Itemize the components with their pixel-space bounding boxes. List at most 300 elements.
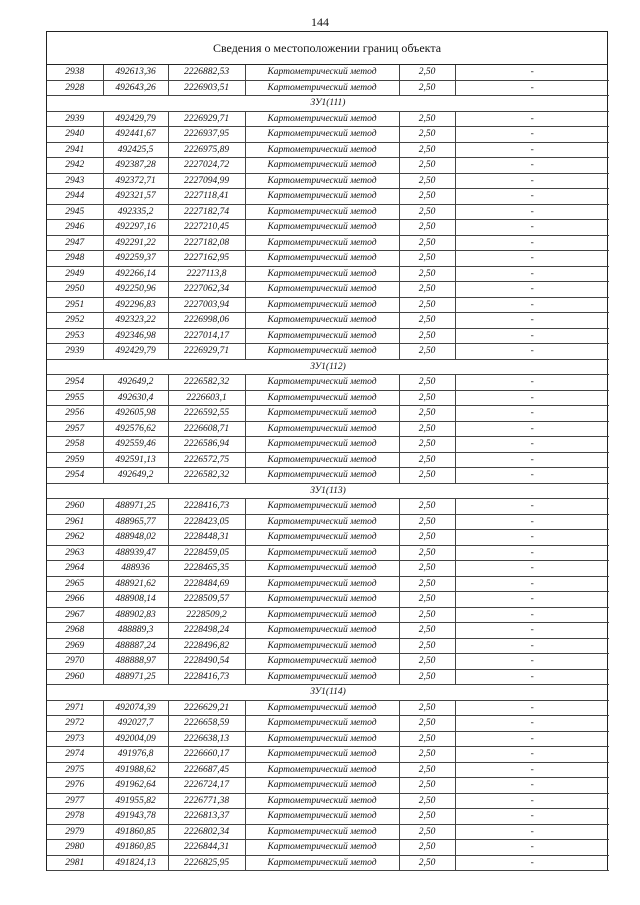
y-coordinate-cell: 2227162,95: [168, 251, 245, 267]
description-cell: -: [455, 623, 609, 639]
table-row: [47, 65, 609, 80]
x-coordinate-cell: 491860,85: [103, 840, 168, 856]
description-cell: -: [455, 282, 609, 298]
y-coordinate-cell: 2227113,8: [168, 266, 245, 282]
table-row: [47, 204, 609, 220]
point-number-cell: 2969: [47, 638, 103, 654]
description-cell: -: [455, 65, 609, 80]
description-cell: -: [455, 421, 609, 437]
point-number-cell: 2943: [47, 173, 103, 189]
y-coordinate-cell: 2226586,94: [168, 437, 245, 453]
description-cell: -: [455, 142, 609, 158]
method-cell: Картометрический метод: [245, 452, 399, 468]
y-coordinate-cell: 2226572,75: [168, 452, 245, 468]
point-number-cell: 2953: [47, 328, 103, 344]
method-cell: Картометрический метод: [245, 111, 399, 127]
description-cell: -: [455, 390, 609, 406]
y-coordinate-cell: 2227182,08: [168, 235, 245, 251]
table-row: [47, 406, 609, 422]
method-cell: Картометрический метод: [245, 793, 399, 809]
description-cell: -: [455, 406, 609, 422]
method-cell: Картометрический метод: [245, 700, 399, 716]
table-row: [47, 189, 609, 205]
x-coordinate-cell: 492266,14: [103, 266, 168, 282]
table-row: [47, 127, 609, 143]
x-coordinate-cell: 488965,77: [103, 514, 168, 530]
point-number-cell: 2952: [47, 313, 103, 329]
method-cell: Картометрический метод: [245, 654, 399, 670]
point-number-cell: 2963: [47, 545, 103, 561]
y-coordinate-cell: 2228496,82: [168, 638, 245, 654]
y-coordinate-cell: 2226687,45: [168, 762, 245, 778]
point-number-cell: 2980: [47, 840, 103, 856]
point-number-cell: 2960: [47, 669, 103, 685]
point-number-cell: 2972: [47, 716, 103, 732]
table-row: [47, 530, 609, 546]
y-coordinate-cell: 2226929,71: [168, 344, 245, 360]
table-row: [47, 452, 609, 468]
description-cell: -: [455, 111, 609, 127]
page-number: 144: [311, 15, 329, 29]
x-coordinate-cell: 491955,82: [103, 793, 168, 809]
table-row: [47, 111, 609, 127]
point-number-cell: 2942: [47, 158, 103, 174]
point-number-cell: 2949: [47, 266, 103, 282]
point-number-cell: 2938: [47, 65, 103, 80]
description-cell: -: [455, 731, 609, 747]
table-title: Сведения о местоположении границ объекта: [47, 32, 607, 65]
table-row: [47, 328, 609, 344]
y-coordinate-cell: 2226771,38: [168, 793, 245, 809]
y-coordinate-cell: 2228416,73: [168, 669, 245, 685]
accuracy-cell: 2,50: [399, 158, 455, 174]
method-cell: Картометрический метод: [245, 421, 399, 437]
table-row: [47, 514, 609, 530]
accuracy-cell: 2,50: [399, 65, 455, 80]
method-cell: Картометрический метод: [245, 65, 399, 80]
point-number-cell: 2954: [47, 468, 103, 484]
x-coordinate-cell: 488902,83: [103, 607, 168, 623]
y-coordinate-cell: 2226608,71: [168, 421, 245, 437]
group-header-row: [47, 685, 609, 701]
description-cell: -: [455, 375, 609, 391]
accuracy-cell: 2,50: [399, 142, 455, 158]
method-cell: Картометрический метод: [245, 530, 399, 546]
accuracy-cell: 2,50: [399, 204, 455, 220]
accuracy-cell: 2,50: [399, 576, 455, 592]
accuracy-cell: 2,50: [399, 328, 455, 344]
table-row: [47, 809, 609, 825]
x-coordinate-cell: 492259,37: [103, 251, 168, 267]
y-coordinate-cell: 2228498,24: [168, 623, 245, 639]
y-coordinate-cell: 2227003,94: [168, 297, 245, 313]
description-cell: -: [455, 545, 609, 561]
description-cell: -: [455, 824, 609, 840]
point-number-cell: 2966: [47, 592, 103, 608]
table-row: [47, 654, 609, 670]
table-row: [47, 669, 609, 685]
point-number-cell: 2977: [47, 793, 103, 809]
description-cell: -: [455, 700, 609, 716]
x-coordinate-cell: 492425,5: [103, 142, 168, 158]
table-row: [47, 576, 609, 592]
method-cell: Картометрический метод: [245, 855, 399, 871]
accuracy-cell: 2,50: [399, 375, 455, 391]
point-number-cell: 2957: [47, 421, 103, 437]
x-coordinate-cell: 488888,97: [103, 654, 168, 670]
accuracy-cell: 2,50: [399, 189, 455, 205]
accuracy-cell: 2,50: [399, 561, 455, 577]
group-label: ЗУ1(111): [47, 96, 609, 112]
y-coordinate-cell: 2228423,05: [168, 514, 245, 530]
y-coordinate-cell: 2228484,69: [168, 576, 245, 592]
method-cell: Картометрический метод: [245, 406, 399, 422]
accuracy-cell: 2,50: [399, 514, 455, 530]
method-cell: Картометрический метод: [245, 499, 399, 515]
method-cell: Картометрический метод: [245, 607, 399, 623]
point-number-cell: 2974: [47, 747, 103, 763]
description-cell: -: [455, 778, 609, 794]
y-coordinate-cell: 2228448,31: [168, 530, 245, 546]
y-coordinate-cell: 2226998,06: [168, 313, 245, 329]
accuracy-cell: 2,50: [399, 468, 455, 484]
x-coordinate-cell: 492649,2: [103, 468, 168, 484]
point-number-cell: 2965: [47, 576, 103, 592]
accuracy-cell: 2,50: [399, 824, 455, 840]
table-row: [47, 375, 609, 391]
method-cell: Картометрический метод: [245, 545, 399, 561]
table-row: [47, 235, 609, 251]
accuracy-cell: 2,50: [399, 297, 455, 313]
accuracy-cell: 2,50: [399, 390, 455, 406]
method-cell: Картометрический метод: [245, 173, 399, 189]
x-coordinate-cell: 492387,28: [103, 158, 168, 174]
method-cell: Картометрический метод: [245, 344, 399, 360]
x-coordinate-cell: 492605,98: [103, 406, 168, 422]
y-coordinate-cell: 2226629,21: [168, 700, 245, 716]
method-cell: Картометрический метод: [245, 297, 399, 313]
method-cell: Картометрический метод: [245, 328, 399, 344]
method-cell: Картометрический метод: [245, 716, 399, 732]
accuracy-cell: 2,50: [399, 421, 455, 437]
description-cell: -: [455, 80, 609, 96]
method-cell: Картометрический метод: [245, 142, 399, 158]
description-cell: -: [455, 437, 609, 453]
x-coordinate-cell: 492321,57: [103, 189, 168, 205]
x-coordinate-cell: 488939,47: [103, 545, 168, 561]
y-coordinate-cell: 2227024,72: [168, 158, 245, 174]
y-coordinate-cell: 2227210,45: [168, 220, 245, 236]
group-header-row: [47, 483, 609, 499]
accuracy-cell: 2,50: [399, 313, 455, 329]
point-number-cell: 2960: [47, 499, 103, 515]
method-cell: Картометрический метод: [245, 282, 399, 298]
description-cell: -: [455, 220, 609, 236]
table-row: [47, 499, 609, 515]
y-coordinate-cell: 2226903,51: [168, 80, 245, 96]
method-cell: Картометрический метод: [245, 762, 399, 778]
y-coordinate-cell: 2226975,89: [168, 142, 245, 158]
y-coordinate-cell: 2228490,54: [168, 654, 245, 670]
boundary-table-frame: [46, 31, 608, 871]
x-coordinate-cell: 492297,16: [103, 220, 168, 236]
x-coordinate-cell: 492291,22: [103, 235, 168, 251]
point-number-cell: 2944: [47, 189, 103, 205]
accuracy-cell: 2,50: [399, 855, 455, 871]
description-cell: -: [455, 251, 609, 267]
y-coordinate-cell: 2228465,35: [168, 561, 245, 577]
table-row: [47, 390, 609, 406]
method-cell: Картометрический метод: [245, 824, 399, 840]
y-coordinate-cell: 2228459,05: [168, 545, 245, 561]
table-row: [47, 297, 609, 313]
accuracy-cell: 2,50: [399, 80, 455, 96]
group-label: ЗУ1(112): [47, 359, 609, 375]
accuracy-cell: 2,50: [399, 111, 455, 127]
table-row: [47, 747, 609, 763]
group-label: ЗУ1(114): [47, 685, 609, 701]
point-number-cell: 2958: [47, 437, 103, 453]
point-number-cell: 2940: [47, 127, 103, 143]
point-number-cell: 2939: [47, 344, 103, 360]
table-row: [47, 344, 609, 360]
x-coordinate-cell: 492004,09: [103, 731, 168, 747]
table-row: [47, 220, 609, 236]
y-coordinate-cell: 2227062,34: [168, 282, 245, 298]
group-header-row: [47, 96, 609, 112]
y-coordinate-cell: 2226660,17: [168, 747, 245, 763]
method-cell: Картометрический метод: [245, 390, 399, 406]
y-coordinate-cell: 2226658,59: [168, 716, 245, 732]
method-cell: Картометрический метод: [245, 251, 399, 267]
description-cell: -: [455, 607, 609, 623]
description-cell: -: [455, 235, 609, 251]
description-cell: -: [455, 809, 609, 825]
accuracy-cell: 2,50: [399, 793, 455, 809]
accuracy-cell: 2,50: [399, 607, 455, 623]
accuracy-cell: 2,50: [399, 840, 455, 856]
method-cell: Картометрический метод: [245, 437, 399, 453]
y-coordinate-cell: 2226929,71: [168, 111, 245, 127]
point-number-cell: 2970: [47, 654, 103, 670]
accuracy-cell: 2,50: [399, 282, 455, 298]
table-row: [47, 840, 609, 856]
accuracy-cell: 2,50: [399, 716, 455, 732]
point-number-cell: 2951: [47, 297, 103, 313]
group-header-row: [47, 359, 609, 375]
point-number-cell: 2967: [47, 607, 103, 623]
method-cell: Картометрический метод: [245, 375, 399, 391]
method-cell: Картометрический метод: [245, 731, 399, 747]
x-coordinate-cell: 492250,96: [103, 282, 168, 298]
accuracy-cell: 2,50: [399, 654, 455, 670]
description-cell: -: [455, 592, 609, 608]
accuracy-cell: 2,50: [399, 173, 455, 189]
x-coordinate-cell: 491824,13: [103, 855, 168, 871]
description-cell: -: [455, 530, 609, 546]
y-coordinate-cell: 2226724,17: [168, 778, 245, 794]
accuracy-cell: 2,50: [399, 592, 455, 608]
point-number-cell: 2956: [47, 406, 103, 422]
description-cell: -: [455, 344, 609, 360]
y-coordinate-cell: 2227014,17: [168, 328, 245, 344]
method-cell: Картометрический метод: [245, 189, 399, 205]
description-cell: -: [455, 158, 609, 174]
table-row: [47, 421, 609, 437]
accuracy-cell: 2,50: [399, 437, 455, 453]
point-number-cell: 2946: [47, 220, 103, 236]
table-row: [47, 731, 609, 747]
table-row: [47, 623, 609, 639]
description-cell: -: [455, 189, 609, 205]
table-row: [47, 592, 609, 608]
x-coordinate-cell: 488948,02: [103, 530, 168, 546]
table-row: [47, 700, 609, 716]
table-row: [47, 824, 609, 840]
method-cell: Картометрический метод: [245, 313, 399, 329]
y-coordinate-cell: 2226825,95: [168, 855, 245, 871]
method-cell: Картометрический метод: [245, 576, 399, 592]
point-number-cell: 2928: [47, 80, 103, 96]
description-cell: -: [455, 173, 609, 189]
description-cell: -: [455, 793, 609, 809]
x-coordinate-cell: 492346,98: [103, 328, 168, 344]
point-number-cell: 2976: [47, 778, 103, 794]
x-coordinate-cell: 488908,14: [103, 592, 168, 608]
accuracy-cell: 2,50: [399, 747, 455, 763]
group-label: ЗУ1(113): [47, 483, 609, 499]
point-number-cell: 2945: [47, 204, 103, 220]
point-number-cell: 2968: [47, 623, 103, 639]
point-number-cell: 2973: [47, 731, 103, 747]
point-number-cell: 2981: [47, 855, 103, 871]
point-number-cell: 2939: [47, 111, 103, 127]
x-coordinate-cell: 488921,62: [103, 576, 168, 592]
accuracy-cell: 2,50: [399, 251, 455, 267]
x-coordinate-cell: 492429,79: [103, 344, 168, 360]
description-cell: -: [455, 452, 609, 468]
accuracy-cell: 2,50: [399, 344, 455, 360]
table-row: [47, 762, 609, 778]
point-number-cell: 2959: [47, 452, 103, 468]
x-coordinate-cell: 492027,7: [103, 716, 168, 732]
accuracy-cell: 2,50: [399, 809, 455, 825]
y-coordinate-cell: 2228416,73: [168, 499, 245, 515]
accuracy-cell: 2,50: [399, 452, 455, 468]
point-number-cell: 2978: [47, 809, 103, 825]
x-coordinate-cell: 488889,3: [103, 623, 168, 639]
accuracy-cell: 2,50: [399, 406, 455, 422]
x-coordinate-cell: 492591,13: [103, 452, 168, 468]
point-number-cell: 2979: [47, 824, 103, 840]
y-coordinate-cell: 2226937,95: [168, 127, 245, 143]
description-cell: -: [455, 669, 609, 685]
description-cell: -: [455, 638, 609, 654]
x-coordinate-cell: 488887,24: [103, 638, 168, 654]
y-coordinate-cell: 2226638,13: [168, 731, 245, 747]
method-cell: Картометрический метод: [245, 204, 399, 220]
accuracy-cell: 2,50: [399, 220, 455, 236]
x-coordinate-cell: 491962,64: [103, 778, 168, 794]
y-coordinate-cell: 2226882,53: [168, 65, 245, 80]
y-coordinate-cell: 2227118,41: [168, 189, 245, 205]
method-cell: Картометрический метод: [245, 127, 399, 143]
accuracy-cell: 2,50: [399, 638, 455, 654]
x-coordinate-cell: 492335,2: [103, 204, 168, 220]
x-coordinate-cell: 492576,62: [103, 421, 168, 437]
y-coordinate-cell: 2228509,2: [168, 607, 245, 623]
accuracy-cell: 2,50: [399, 778, 455, 794]
x-coordinate-cell: 491988,62: [103, 762, 168, 778]
method-cell: Картометрический метод: [245, 623, 399, 639]
x-coordinate-cell: 492323,22: [103, 313, 168, 329]
table-row: [47, 142, 609, 158]
x-coordinate-cell: 492643,26: [103, 80, 168, 96]
y-coordinate-cell: 2226582,32: [168, 468, 245, 484]
description-cell: -: [455, 266, 609, 282]
table-row: [47, 313, 609, 329]
accuracy-cell: 2,50: [399, 235, 455, 251]
point-number-cell: 2941: [47, 142, 103, 158]
x-coordinate-cell: 488971,25: [103, 499, 168, 515]
table-row: [47, 437, 609, 453]
table-row: [47, 561, 609, 577]
method-cell: Картометрический метод: [245, 778, 399, 794]
x-coordinate-cell: 492613,36: [103, 65, 168, 80]
accuracy-cell: 2,50: [399, 731, 455, 747]
x-coordinate-cell: 492630,4: [103, 390, 168, 406]
table-row: [47, 158, 609, 174]
point-number-cell: 2948: [47, 251, 103, 267]
y-coordinate-cell: 2226592,55: [168, 406, 245, 422]
table-row: [47, 80, 609, 96]
table-row: [47, 468, 609, 484]
y-coordinate-cell: 2226582,32: [168, 375, 245, 391]
table-row: [47, 266, 609, 282]
description-cell: -: [455, 204, 609, 220]
point-number-cell: 2955: [47, 390, 103, 406]
accuracy-cell: 2,50: [399, 623, 455, 639]
y-coordinate-cell: 2228509,57: [168, 592, 245, 608]
x-coordinate-cell: 491976,8: [103, 747, 168, 763]
method-cell: Картометрический метод: [245, 669, 399, 685]
y-coordinate-cell: 2226813,37: [168, 809, 245, 825]
accuracy-cell: 2,50: [399, 266, 455, 282]
method-cell: Картометрический метод: [245, 514, 399, 530]
coordinates-table: [47, 65, 609, 871]
accuracy-cell: 2,50: [399, 499, 455, 515]
table-row: [47, 282, 609, 298]
accuracy-cell: 2,50: [399, 530, 455, 546]
method-cell: Картометрический метод: [245, 468, 399, 484]
point-number-cell: 2961: [47, 514, 103, 530]
table-row: [47, 778, 609, 794]
method-cell: Картометрический метод: [245, 638, 399, 654]
description-cell: -: [455, 499, 609, 515]
description-cell: -: [455, 313, 609, 329]
description-cell: -: [455, 654, 609, 670]
x-coordinate-cell: 491860,85: [103, 824, 168, 840]
description-cell: -: [455, 716, 609, 732]
y-coordinate-cell: 2227182,74: [168, 204, 245, 220]
x-coordinate-cell: 492074,39: [103, 700, 168, 716]
method-cell: Картометрический метод: [245, 235, 399, 251]
method-cell: Картометрический метод: [245, 80, 399, 96]
x-coordinate-cell: 488971,25: [103, 669, 168, 685]
method-cell: Картометрический метод: [245, 561, 399, 577]
method-cell: Картометрический метод: [245, 840, 399, 856]
description-cell: -: [455, 576, 609, 592]
